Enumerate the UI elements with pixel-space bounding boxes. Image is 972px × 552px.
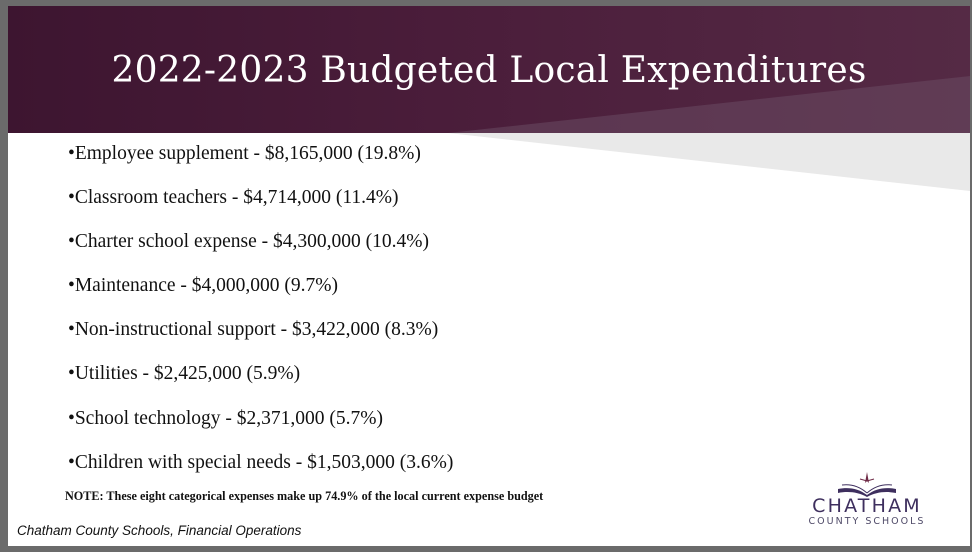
list-item: •Maintenance - $4,000,000 (9.7%): [68, 275, 339, 297]
open-book-compass-icon: [832, 471, 902, 497]
slide: [8, 6, 970, 546]
list-item: •Charter school expense - $4,300,000 (10.4%): [68, 231, 429, 253]
chatham-logo: [802, 471, 932, 536]
list-item: •Children with special needs - $1,503,000 (3.6%): [68, 451, 454, 473]
logo-subtitle: COUNTY SCHOOLS: [808, 516, 926, 527]
list-item: •School technology - $2,371,000 (5.7%): [68, 407, 383, 429]
logo-name: CHATHAM: [812, 495, 922, 517]
footer-text: Chatham County Schools, Financial Operations: [17, 523, 302, 538]
list-item: •Utilities - $2,425,000 (5.9%): [68, 363, 301, 385]
expense-list: [68, 139, 453, 492]
footnote: NOTE: These eight categorical expenses make up 74.9% of the local current expense budget: [65, 489, 544, 503]
slide-title: 2022-2023 Budgeted Local Expenditures: [111, 50, 867, 91]
list-item: •Classroom teachers - $4,714,000 (11.4%): [68, 187, 399, 209]
list-item: •Non-instructional support - $3,422,000 (8.3%): [68, 319, 439, 341]
list-item: •Employee supplement - $8,165,000 (19.8%): [68, 143, 421, 164]
